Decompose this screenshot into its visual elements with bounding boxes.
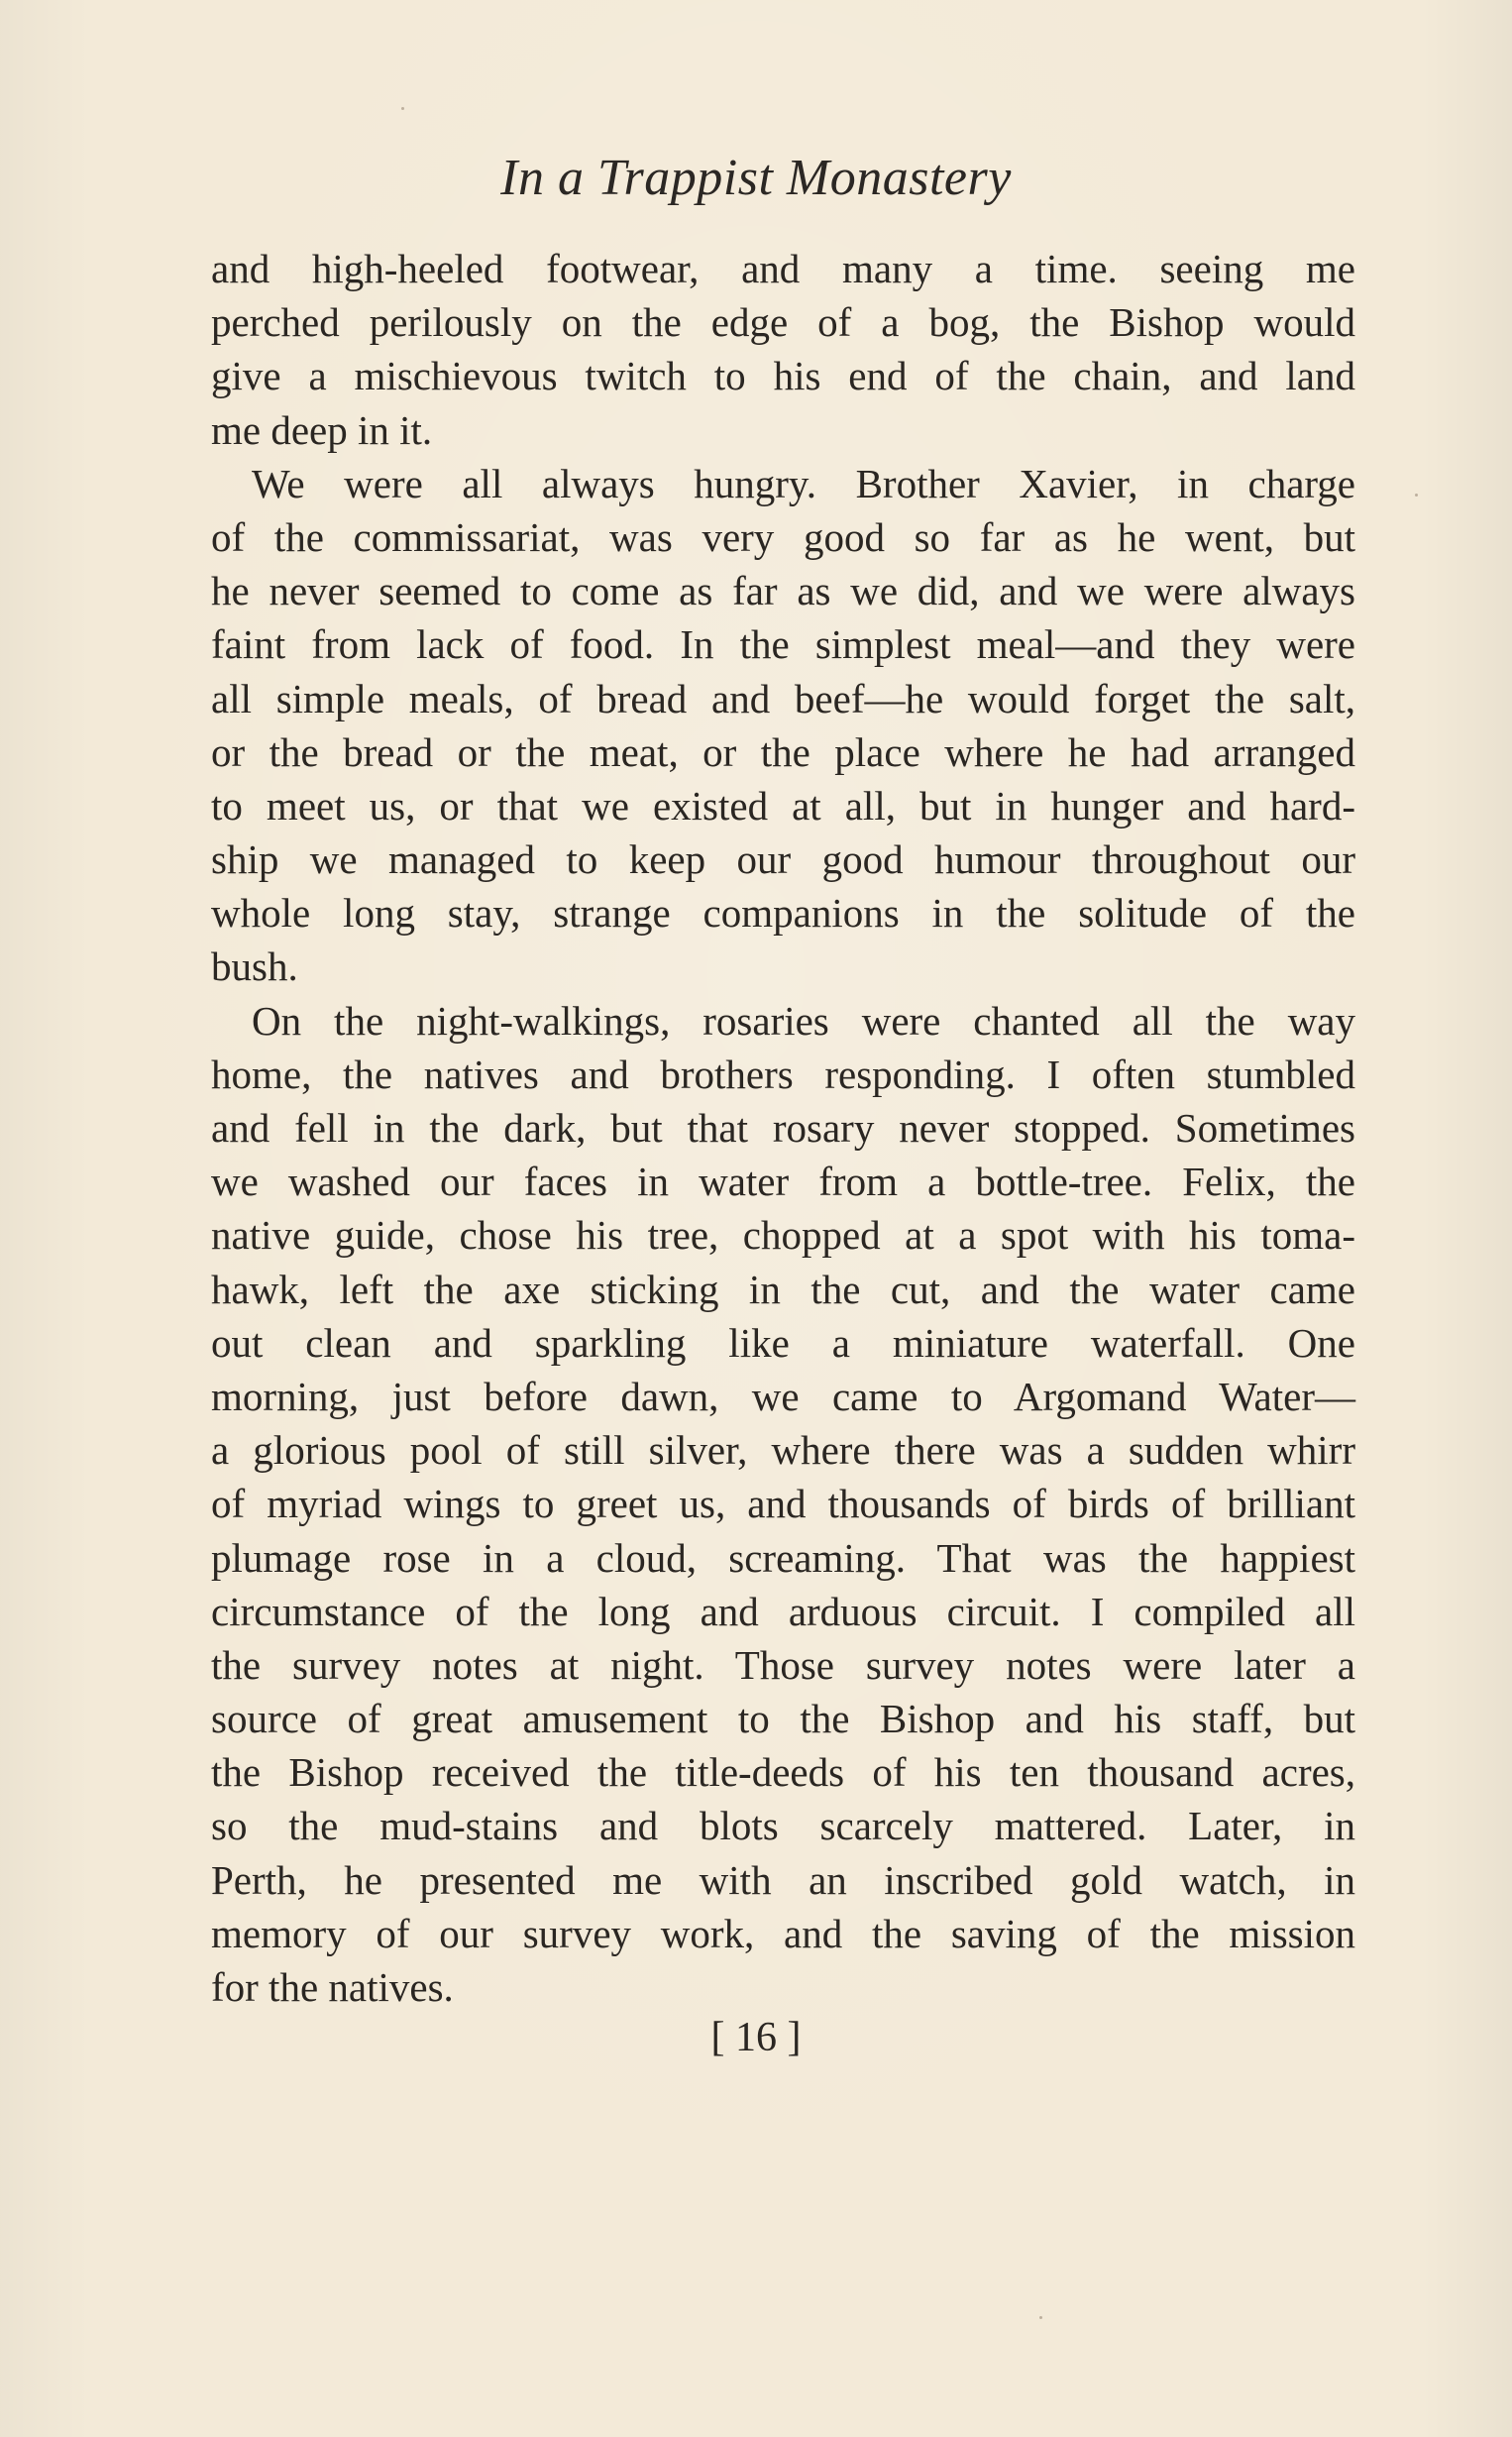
page-number: [ 16 ] <box>710 2015 802 2060</box>
paper-speck <box>1039 2316 1042 2319</box>
text-line: for the natives. <box>211 1964 454 2010</box>
text-line: morning, just before dawn, we came to Argomand Water— <box>211 1373 1355 1419</box>
text-line: all simple meals, of bread and beef—he would forget the salt, <box>211 675 1355 721</box>
text-line: a glorious pool of still silver, where there was a sudden whirr <box>211 1427 1355 1474</box>
text-line: memory of our survey work, and the saving of the mission <box>211 1910 1355 1956</box>
text-line: plumage rose in a cloud, screaming. That was the happiest <box>211 1534 1355 1581</box>
text-line: native guide, chose his tree, chopped at a spot with his toma- <box>211 1212 1355 1259</box>
text-line: hawk, left the axe sticking in the cut, and the water came <box>211 1266 1355 1312</box>
text-line: Perth, he presented me with an inscribed gold watch, in <box>211 1856 1355 1903</box>
text-line: perched perilously on the edge of a bog, the Bishop would <box>211 299 1355 346</box>
paper-speck <box>1415 494 1418 497</box>
text-line: he never seemed to come as far as we did, and we were always <box>211 568 1355 614</box>
text-line: the Bishop received the title-deeds of his ten thousand acres, <box>211 1749 1355 1796</box>
text-line: give a mischievous twitch to his end of the chain, and land <box>211 353 1355 399</box>
text-line: circumstance of the long and arduous circuit. I compiled all <box>211 1588 1355 1634</box>
text-line: me deep in it. <box>211 406 433 453</box>
text-line: source of great amusement to the Bishop and his staff, but <box>211 1696 1355 1742</box>
running-title: In a Trappist Monastery <box>500 150 1012 206</box>
text-line: ship we managed to keep our good humour throughout our <box>211 836 1355 883</box>
text-line: out clean and sparkling like a miniature waterfall. One <box>211 1319 1355 1366</box>
text-line: and fell in the dark, but that rosary never stopped. Sometimes <box>211 1105 1355 1151</box>
text-line: home, the natives and brothers responding. I often stumbled <box>211 1051 1355 1097</box>
body-text <box>211 242 1355 2014</box>
text-line: so the mud-stains and blots scarcely mattered. Later, in <box>211 1803 1355 1849</box>
paper-speck <box>401 107 404 110</box>
text-line: On the night-walkings, rosaries were chanted all the way <box>252 997 1355 1044</box>
text-line: the survey notes at night. Those survey notes were later a <box>211 1641 1355 1688</box>
paragraph <box>211 994 1355 2015</box>
text-line: and high-heeled footwear, and many a time. seeing me <box>211 246 1355 291</box>
text-line: of myriad wings to greet us, and thousands of birds of brilliant <box>211 1481 1355 1527</box>
text-line: We were all always hungry. Brother Xavier, in charge <box>252 460 1355 506</box>
text-line: we washed our faces in water from a bottle-tree. Felix, the <box>211 1159 1355 1205</box>
text-line: of the commissariat, was very good so far as he went, but <box>211 513 1355 560</box>
paragraph <box>211 457 1355 994</box>
text-line: bush. <box>211 943 298 990</box>
text-line: to meet us, or that we existed at all, but in hunger and hard- <box>211 782 1355 829</box>
text-line: or the bread or the meat, or the place where he had arranged <box>211 728 1355 775</box>
text-line: faint from lack of food. In the simplest meal—and they were <box>211 621 1355 668</box>
text-line: whole long stay, strange companions in the solitude of the <box>211 890 1355 937</box>
paragraph <box>211 242 1355 457</box>
